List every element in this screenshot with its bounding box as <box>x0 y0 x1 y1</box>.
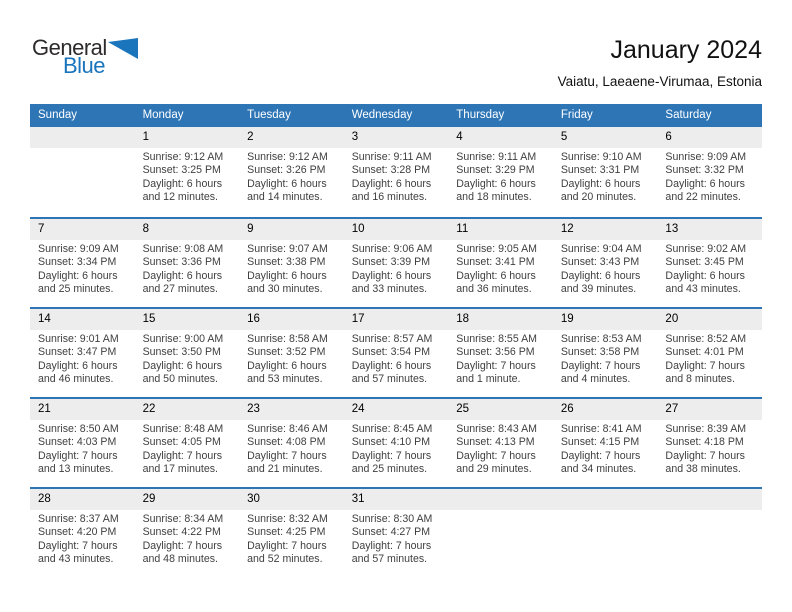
calendar-table <box>30 104 762 612</box>
day-number: 25 <box>448 399 553 420</box>
day-cell-4 <box>448 127 553 217</box>
day-number: 6 <box>657 127 762 148</box>
day-cell-25 <box>448 399 553 487</box>
day-cell-22 <box>135 399 240 487</box>
day-details <box>344 510 449 567</box>
day-details <box>657 330 762 387</box>
sunrise-line: Sunrise: 9:10 AM <box>560 151 642 163</box>
week-row-3 <box>30 307 762 397</box>
day-details <box>344 420 449 477</box>
sunset-line: Sunset: 3:25 PM <box>142 164 221 177</box>
sunset-line: Sunset: 3:56 PM <box>456 346 535 359</box>
day-of-week-row <box>30 104 762 127</box>
day-details <box>553 420 658 477</box>
day-details <box>239 240 344 297</box>
day-header-sunday: Sunday <box>38 109 78 121</box>
day-number: 12 <box>553 219 658 240</box>
sunrise-line: Sunrise: 8:45 AM <box>351 423 433 435</box>
week-row-1 <box>30 127 762 217</box>
day-cell-19 <box>553 309 658 397</box>
sunset-line: Sunset: 4:18 PM <box>665 436 744 449</box>
daylight-line: Daylight: 7 hours and 8 minutes. <box>665 359 745 386</box>
day-cell-27 <box>657 399 762 487</box>
day-cell-10 <box>344 219 449 307</box>
page-subtitle: Vaiatu, Laeaene-Virumaa, Estonia <box>557 74 762 89</box>
page-title: January 2024 <box>610 36 762 64</box>
day-header-monday: Monday <box>142 109 184 121</box>
title-block <box>558 36 762 89</box>
day-number: 16 <box>239 309 344 330</box>
daylight-line: Daylight: 6 hours and 57 minutes. <box>351 359 432 386</box>
sunset-line: Sunset: 3:29 PM <box>456 164 535 177</box>
daylight-line: Daylight: 6 hours and 25 minutes. <box>38 269 118 296</box>
day-number-empty <box>553 489 658 510</box>
day-details <box>30 420 135 477</box>
sunset-line: Sunset: 3:32 PM <box>665 164 744 177</box>
sunset-line: Sunset: 3:36 PM <box>142 256 221 269</box>
sunrise-line: Sunrise: 8:30 AM <box>351 513 433 525</box>
day-number-empty <box>657 489 762 510</box>
sunset-line: Sunset: 3:58 PM <box>560 346 640 359</box>
day-details <box>657 420 762 477</box>
general-blue-logo <box>32 37 138 77</box>
sunset-line: Sunset: 4:10 PM <box>351 436 431 449</box>
sunset-line: Sunset: 3:45 PM <box>665 256 744 269</box>
day-cell-26 <box>553 399 658 487</box>
day-details <box>448 148 553 205</box>
sunset-line: Sunset: 3:34 PM <box>38 256 117 269</box>
day-cell-24 <box>344 399 449 487</box>
sunrise-line: Sunrise: 9:09 AM <box>665 151 747 163</box>
sunset-line: Sunset: 4:22 PM <box>142 526 221 539</box>
sunset-line: Sunset: 3:54 PM <box>351 346 431 359</box>
sunrise-line: Sunrise: 9:02 AM <box>665 243 747 255</box>
daylight-line: Daylight: 6 hours and 46 minutes. <box>38 359 118 386</box>
sunset-line: Sunset: 3:28 PM <box>351 164 431 177</box>
day-number: 22 <box>135 399 240 420</box>
sunset-line: Sunset: 3:52 PM <box>247 346 326 359</box>
sunrise-line: Sunrise: 8:58 AM <box>247 333 328 345</box>
daylight-line: Daylight: 6 hours and 16 minutes. <box>351 177 432 204</box>
sunset-line: Sunset: 4:03 PM <box>38 436 117 449</box>
daylight-line: Daylight: 7 hours and 57 minutes. <box>351 539 432 566</box>
daylight-line: Daylight: 6 hours and 18 minutes. <box>456 177 536 204</box>
day-cell-16 <box>239 309 344 397</box>
day-cell-23 <box>239 399 344 487</box>
logo-text-general: General <box>32 35 107 60</box>
sunset-line: Sunset: 3:41 PM <box>456 256 535 269</box>
sunrise-line: Sunrise: 9:08 AM <box>142 243 224 255</box>
day-cell-31 <box>344 489 449 612</box>
day-number: 13 <box>657 219 762 240</box>
daylight-line: Daylight: 6 hours and 30 minutes. <box>247 269 327 296</box>
daylight-line: Daylight: 6 hours and 36 minutes. <box>456 269 536 296</box>
sunrise-line: Sunrise: 9:04 AM <box>560 243 642 255</box>
daylight-line: Daylight: 6 hours and 33 minutes. <box>351 269 432 296</box>
sunset-line: Sunset: 3:47 PM <box>38 346 117 359</box>
day-number: 10 <box>344 219 449 240</box>
day-details <box>344 240 449 297</box>
sunrise-line: Sunrise: 8:39 AM <box>665 423 747 435</box>
day-number: 15 <box>135 309 240 330</box>
day-cell-3 <box>344 127 449 217</box>
sunrise-line: Sunrise: 8:53 AM <box>560 333 642 345</box>
day-details <box>239 510 344 567</box>
sunrise-line: Sunrise: 8:50 AM <box>38 423 119 435</box>
sunrise-line: Sunrise: 8:32 AM <box>247 513 328 525</box>
sunrise-line: Sunrise: 9:12 AM <box>142 151 224 163</box>
sunset-line: Sunset: 4:15 PM <box>560 436 640 449</box>
day-details <box>448 420 553 477</box>
sunset-line: Sunset: 3:50 PM <box>142 346 221 359</box>
daylight-line: Daylight: 6 hours and 39 minutes. <box>560 269 641 296</box>
daylight-line: Daylight: 7 hours and 38 minutes. <box>665 449 745 476</box>
day-header-tuesday: Tuesday <box>247 109 291 121</box>
day-details <box>344 148 449 205</box>
sunrise-line: Sunrise: 8:37 AM <box>38 513 119 525</box>
week-row-2 <box>30 217 762 307</box>
day-number-empty <box>30 127 135 148</box>
day-number-empty <box>448 489 553 510</box>
day-cell-21 <box>30 399 135 487</box>
daylight-line: Daylight: 7 hours and 13 minutes. <box>38 449 118 476</box>
empty-day-cell <box>657 489 762 612</box>
day-cell-14 <box>30 309 135 397</box>
daylight-line: Daylight: 7 hours and 43 minutes. <box>38 539 118 566</box>
day-details <box>135 330 240 387</box>
day-number: 5 <box>553 127 658 148</box>
day-cell-28 <box>30 489 135 612</box>
day-details <box>448 330 553 387</box>
empty-day-cell <box>553 489 658 612</box>
day-details <box>135 148 240 205</box>
day-number: 2 <box>239 127 344 148</box>
sunrise-line: Sunrise: 9:09 AM <box>38 243 119 255</box>
day-number: 26 <box>553 399 658 420</box>
week-row-5 <box>30 487 762 612</box>
day-number: 29 <box>135 489 240 510</box>
day-cell-17 <box>344 309 449 397</box>
day-cell-1 <box>135 127 240 217</box>
day-details <box>657 240 762 297</box>
daylight-line: Daylight: 6 hours and 22 minutes. <box>665 177 745 204</box>
day-number: 4 <box>448 127 553 148</box>
day-cell-20 <box>657 309 762 397</box>
day-number: 28 <box>30 489 135 510</box>
sunrise-line: Sunrise: 9:12 AM <box>247 151 328 163</box>
day-details <box>657 148 762 205</box>
sunset-line: Sunset: 4:13 PM <box>456 436 535 449</box>
day-number: 17 <box>344 309 449 330</box>
day-cell-30 <box>239 489 344 612</box>
day-details <box>239 148 344 205</box>
day-number: 31 <box>344 489 449 510</box>
sunset-line: Sunset: 3:26 PM <box>247 164 326 177</box>
empty-day-cell <box>448 489 553 612</box>
day-details <box>553 330 658 387</box>
empty-day-cell <box>30 127 135 217</box>
daylight-line: Daylight: 6 hours and 27 minutes. <box>142 269 223 296</box>
logo-triangle-icon <box>108 38 138 59</box>
sunset-line: Sunset: 4:05 PM <box>142 436 221 449</box>
day-number: 7 <box>30 219 135 240</box>
sunset-line: Sunset: 3:31 PM <box>560 164 640 177</box>
daylight-line: Daylight: 6 hours and 20 minutes. <box>560 177 641 204</box>
day-number: 14 <box>30 309 135 330</box>
day-cell-12 <box>553 219 658 307</box>
day-number: 20 <box>657 309 762 330</box>
daylight-line: Daylight: 6 hours and 12 minutes. <box>142 177 223 204</box>
day-number: 9 <box>239 219 344 240</box>
sunset-line: Sunset: 4:20 PM <box>38 526 117 539</box>
day-details <box>553 240 658 297</box>
daylight-line: Daylight: 7 hours and 21 minutes. <box>247 449 327 476</box>
day-cell-2 <box>239 127 344 217</box>
day-number: 1 <box>135 127 240 148</box>
day-cell-6 <box>657 127 762 217</box>
week-row-4 <box>30 397 762 487</box>
day-cell-18 <box>448 309 553 397</box>
logo-text-blue: Blue <box>63 53 106 78</box>
sunrise-line: Sunrise: 8:46 AM <box>247 423 328 435</box>
sunrise-line: Sunrise: 9:05 AM <box>456 243 537 255</box>
day-header-thursday: Thursday <box>456 109 505 121</box>
sunrise-line: Sunrise: 8:52 AM <box>665 333 747 345</box>
daylight-line: Daylight: 6 hours and 53 minutes. <box>247 359 327 386</box>
day-cell-7 <box>30 219 135 307</box>
sunset-line: Sunset: 4:27 PM <box>351 526 431 539</box>
day-number: 3 <box>344 127 449 148</box>
day-number: 27 <box>657 399 762 420</box>
day-header-friday: Friday <box>560 109 593 121</box>
daylight-line: Daylight: 7 hours and 4 minutes. <box>560 359 641 386</box>
day-cell-8 <box>135 219 240 307</box>
day-details <box>553 148 658 205</box>
sunrise-line: Sunrise: 8:57 AM <box>351 333 433 345</box>
sunrise-line: Sunrise: 9:11 AM <box>456 151 537 163</box>
daylight-line: Daylight: 7 hours and 17 minutes. <box>142 449 223 476</box>
daylight-line: Daylight: 6 hours and 43 minutes. <box>665 269 745 296</box>
daylight-line: Daylight: 7 hours and 25 minutes. <box>351 449 432 476</box>
daylight-line: Daylight: 7 hours and 29 minutes. <box>456 449 536 476</box>
day-details <box>239 330 344 387</box>
sunrise-line: Sunrise: 9:01 AM <box>38 333 119 345</box>
day-details <box>135 240 240 297</box>
daylight-line: Daylight: 7 hours and 48 minutes. <box>142 539 223 566</box>
day-number: 8 <box>135 219 240 240</box>
day-number: 30 <box>239 489 344 510</box>
sunrise-line: Sunrise: 8:43 AM <box>456 423 537 435</box>
day-details <box>30 240 135 297</box>
sunset-line: Sunset: 4:01 PM <box>665 346 744 359</box>
sunset-line: Sunset: 4:08 PM <box>247 436 326 449</box>
day-cell-13 <box>657 219 762 307</box>
sunrise-line: Sunrise: 9:00 AM <box>142 333 224 345</box>
daylight-line: Daylight: 7 hours and 34 minutes. <box>560 449 641 476</box>
sunrise-line: Sunrise: 9:11 AM <box>351 151 432 163</box>
daylight-line: Daylight: 7 hours and 1 minute. <box>456 359 536 386</box>
sunrise-line: Sunrise: 9:07 AM <box>247 243 328 255</box>
day-details <box>30 510 135 567</box>
day-cell-9 <box>239 219 344 307</box>
day-details <box>448 240 553 297</box>
sunset-line: Sunset: 3:39 PM <box>351 256 431 269</box>
day-details <box>135 510 240 567</box>
day-header-wednesday: Wednesday <box>351 109 413 121</box>
sunrise-line: Sunrise: 8:48 AM <box>142 423 224 435</box>
day-details <box>239 420 344 477</box>
daylight-line: Daylight: 6 hours and 14 minutes. <box>247 177 327 204</box>
day-number: 24 <box>344 399 449 420</box>
day-details <box>344 330 449 387</box>
daylight-line: Daylight: 7 hours and 52 minutes. <box>247 539 327 566</box>
day-details <box>135 420 240 477</box>
day-number: 11 <box>448 219 553 240</box>
day-number: 21 <box>30 399 135 420</box>
day-header-saturday: Saturday <box>665 109 712 121</box>
sunrise-line: Sunrise: 8:34 AM <box>142 513 224 525</box>
day-cell-29 <box>135 489 240 612</box>
day-details <box>30 330 135 387</box>
sunrise-line: Sunrise: 8:41 AM <box>560 423 642 435</box>
sunrise-line: Sunrise: 8:55 AM <box>456 333 537 345</box>
day-cell-15 <box>135 309 240 397</box>
sunrise-line: Sunrise: 9:06 AM <box>351 243 433 255</box>
weeks-container <box>30 127 762 612</box>
day-number: 19 <box>553 309 658 330</box>
day-cell-11 <box>448 219 553 307</box>
day-number: 18 <box>448 309 553 330</box>
sunset-line: Sunset: 3:43 PM <box>560 256 640 269</box>
sunset-line: Sunset: 4:25 PM <box>247 526 326 539</box>
sunset-line: Sunset: 3:38 PM <box>247 256 326 269</box>
day-cell-5 <box>553 127 658 217</box>
daylight-line: Daylight: 6 hours and 50 minutes. <box>142 359 223 386</box>
day-number: 23 <box>239 399 344 420</box>
